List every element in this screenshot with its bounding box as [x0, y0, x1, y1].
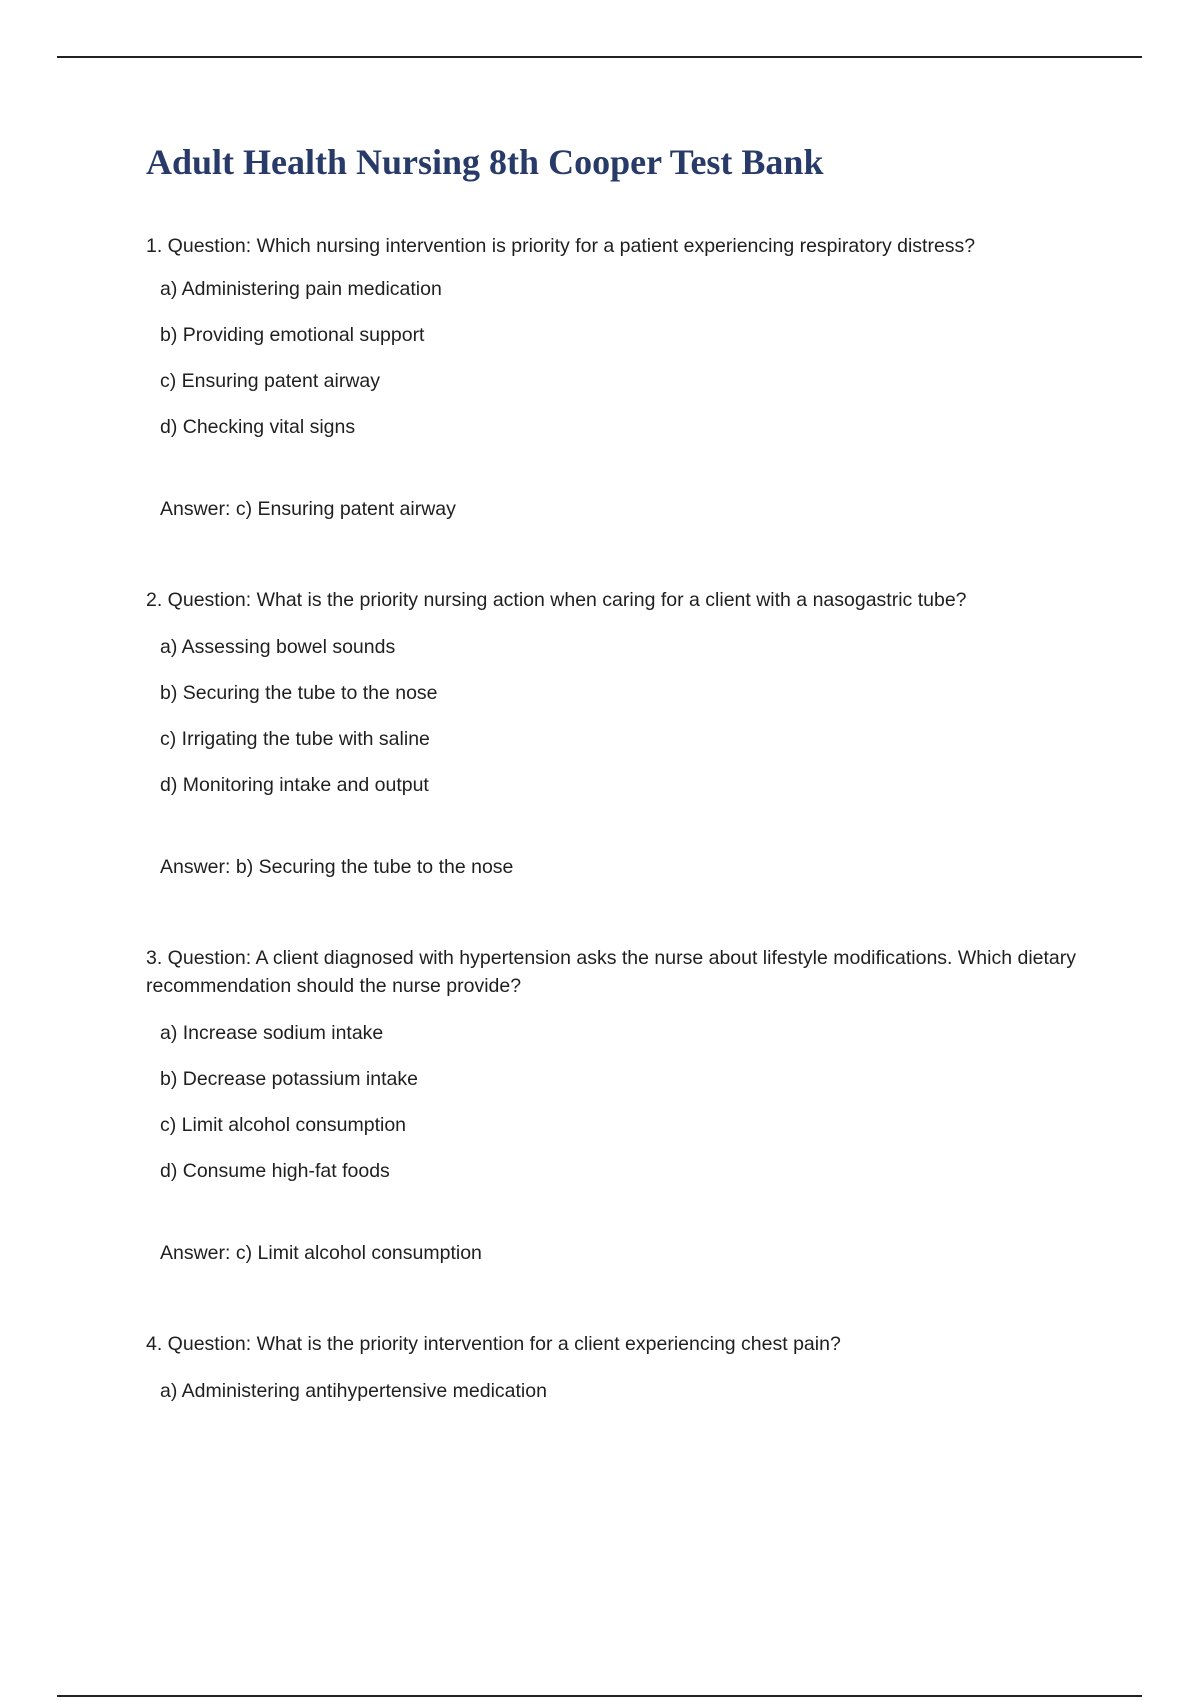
- question-list: [146, 232, 1076, 1414]
- answer-text: Answer: c) Limit alcohol consumption: [160, 1242, 482, 1264]
- option-c: c) Limit alcohol consumption: [160, 1114, 407, 1136]
- option-b: b) Decrease potassium intake: [160, 1068, 418, 1090]
- option-c: c) Irrigating the tube with saline: [160, 728, 430, 750]
- question-text: 2. Question: What is the priority nursing action when caring for a client with a nasogastric tube?: [146, 589, 967, 611]
- question-text: 1. Question: Which nursing intervention is priority for a patient experiencing respiratory distress?: [146, 235, 976, 257]
- option-b: b) Providing emotional support: [160, 324, 425, 346]
- option-a: a) Administering antihypertensive medication: [160, 1380, 547, 1402]
- question-4: [146, 1330, 1076, 1414]
- document-title: Adult Health Nursing 8th Cooper Test Bank: [146, 142, 824, 182]
- option-d: d) Consume high-fat foods: [160, 1160, 390, 1182]
- question-text: 3. Question: A client diagnosed with hypertension asks the nurse about lifestyle modifications. Which dietary recommendation should the nurse provide?: [146, 947, 1077, 997]
- option-d: d) Monitoring intake and output: [160, 774, 429, 796]
- question-1: [146, 232, 1076, 523]
- option-a: a) Assessing bowel sounds: [160, 636, 396, 658]
- top-divider: [57, 56, 1142, 58]
- answer-text: Answer: c) Ensuring patent airway: [160, 498, 456, 520]
- question-3: [146, 944, 1076, 1267]
- option-c: c) Ensuring patent airway: [160, 370, 381, 392]
- option-a: a) Increase sodium intake: [160, 1022, 384, 1044]
- option-a: a) Administering pain medication: [160, 278, 442, 300]
- answer-text: Answer: b) Securing the tube to the nose: [160, 856, 514, 878]
- bottom-divider: [57, 1695, 1142, 1697]
- option-d: d) Checking vital signs: [160, 416, 356, 438]
- option-b: b) Securing the tube to the nose: [160, 682, 438, 704]
- question-text: 4. Question: What is the priority intervention for a client experiencing chest pain?: [146, 1333, 841, 1355]
- question-2: [146, 586, 1076, 881]
